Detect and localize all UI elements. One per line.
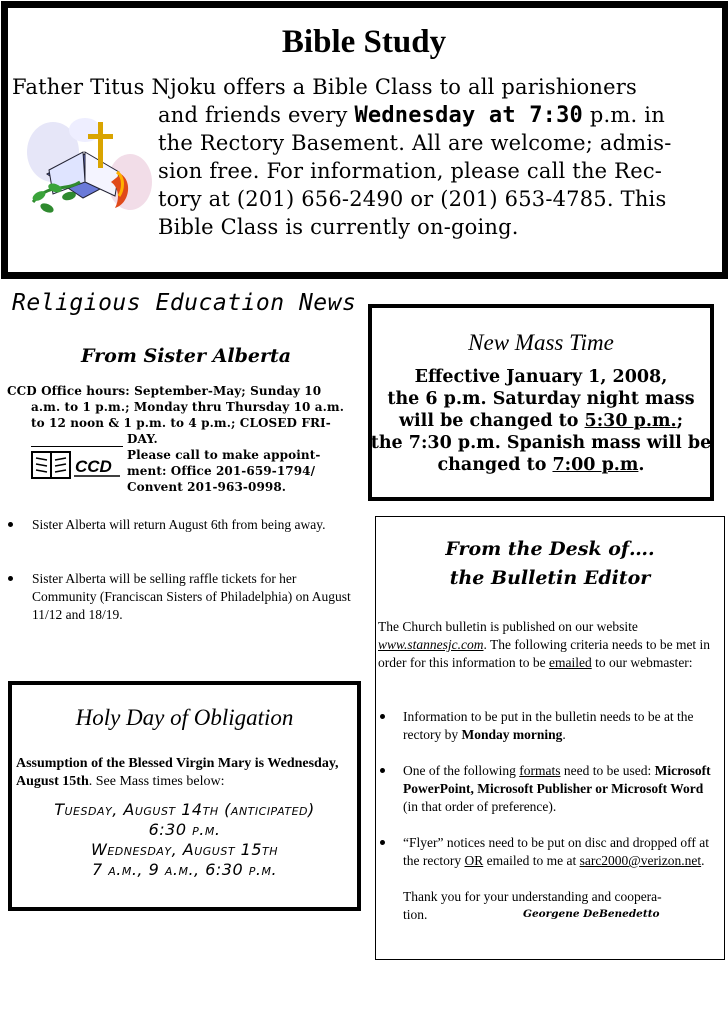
bible-study-title: Bible Study [281, 24, 447, 60]
holy-day-title: Holy Day of Obligation [75, 705, 294, 730]
bible-line-2: and friends every Wednesday at 7:30 p.m. in [158, 103, 665, 128]
ccd-phone-line-1: Please call to make appoint- [127, 448, 321, 462]
bullet-icon [380, 768, 385, 773]
bible-line-5: tory at (201) 656-2490 or (201) 653-4785. This [158, 187, 667, 211]
ccd-hours-line-3: to 12 noon & 1 p.m. to 4 p.m.; CLOSED FRI- [31, 416, 331, 430]
bible-line-4: sion free. For information, please call the Rec- [158, 159, 663, 183]
mass-line-4: the 7:30 p.m. Spanish mass will be [370, 433, 712, 453]
editor-thanks-2: tion. [403, 907, 428, 922]
ccd-logo-icon [30, 448, 122, 482]
list-item: Sister Alberta will return August 6th from being away. [8, 516, 363, 534]
bullet-icon [380, 840, 385, 845]
sister-alberta-heading: From Sister Alberta [80, 345, 292, 367]
list-item: “Flyer” notices need to be put on disc and dropped off at the rectory OR emailed to me at sarc2000@verizon.net. [379, 834, 719, 870]
email-link[interactable]: sarc2000@verizon.net [579, 853, 702, 868]
holy-date-1: Tuesday, August 14th (anticipated) [54, 800, 315, 819]
list-item: Information to be put in the bulletin needs to be at the rectory by Monday morning. [379, 708, 719, 744]
bullet-icon [8, 522, 13, 527]
list-item: One of the following formats need to be used: Microsoft PowerPoint, Microsoft Publisher or Microsoft Word (in that order of preference). [379, 762, 719, 816]
bible-line-6: Bible Class is currently on-going. [158, 215, 519, 239]
holy-time-2: 7 a.m., 9 a.m., 6:30 p.m. [91, 860, 278, 879]
bullet-icon [380, 714, 385, 719]
holy-day-text: Assumption of the Blessed Virgin Mary is Wednesday, August 15th. See Mass times below: [16, 756, 339, 789]
religious-education-heading: Religious Education News [12, 290, 357, 316]
editor-heading-2: the Bulletin Editor [449, 567, 651, 589]
list-item: Sister Alberta will be selling raffle tickets for her Community (Franciscan Sisters of Philadelphia) on August 11/12 and 18/19. [8, 570, 363, 624]
editor-signature: Georgene DeBenedetto [523, 908, 660, 920]
mass-line-1: Effective January 1, 2008, [414, 367, 668, 387]
editor-intro: The Church bulletin is published on our website www.stannesjc.com. The following criteria needs to be met in order for this information to be emailed to our webmaster: [378, 619, 711, 670]
website-link[interactable]: www.stannesjc.com [378, 637, 484, 652]
ccd-phone-line-2: ment: Office 201-659-1794/ [127, 464, 316, 478]
ccd-divider [31, 446, 123, 447]
ccd-logo-text: CCD [75, 457, 112, 476]
mass-line-2: the 6 p.m. Saturday night mass [387, 389, 695, 409]
holy-date-2: Wednesday, August 15th [91, 840, 278, 859]
ccd-phone-line-3: Convent 201-963-0998. [127, 480, 287, 494]
bible-line-3: the Rectory Basement. All are welcome; admis- [158, 131, 672, 155]
holy-time-1: 6:30 p.m. [148, 820, 221, 839]
bible-line-1: Father Titus Njoku offers a Bible Class to all parishioners [12, 75, 637, 99]
mass-line-3: will be changed to 5:30 p.m.; [398, 411, 684, 431]
new-mass-time-title: New Mass Time [468, 330, 614, 355]
mass-line-5: changed to 7:00 p.m. [437, 455, 645, 475]
editor-heading-1: From the Desk of…. [445, 538, 655, 560]
ccd-hours-line-2: a.m. to 1 p.m.; Monday thru Thursday 10 a.m. [31, 400, 345, 414]
bible-clipart-icon [25, 112, 155, 222]
ccd-hours-line-1: CCD Office hours: September-May; Sunday 10 [7, 384, 322, 398]
editor-thanks: Thank you for your understanding and coopera- [403, 889, 662, 904]
bullet-icon [8, 576, 13, 581]
ccd-hours-line-4: DAY. [127, 432, 158, 446]
